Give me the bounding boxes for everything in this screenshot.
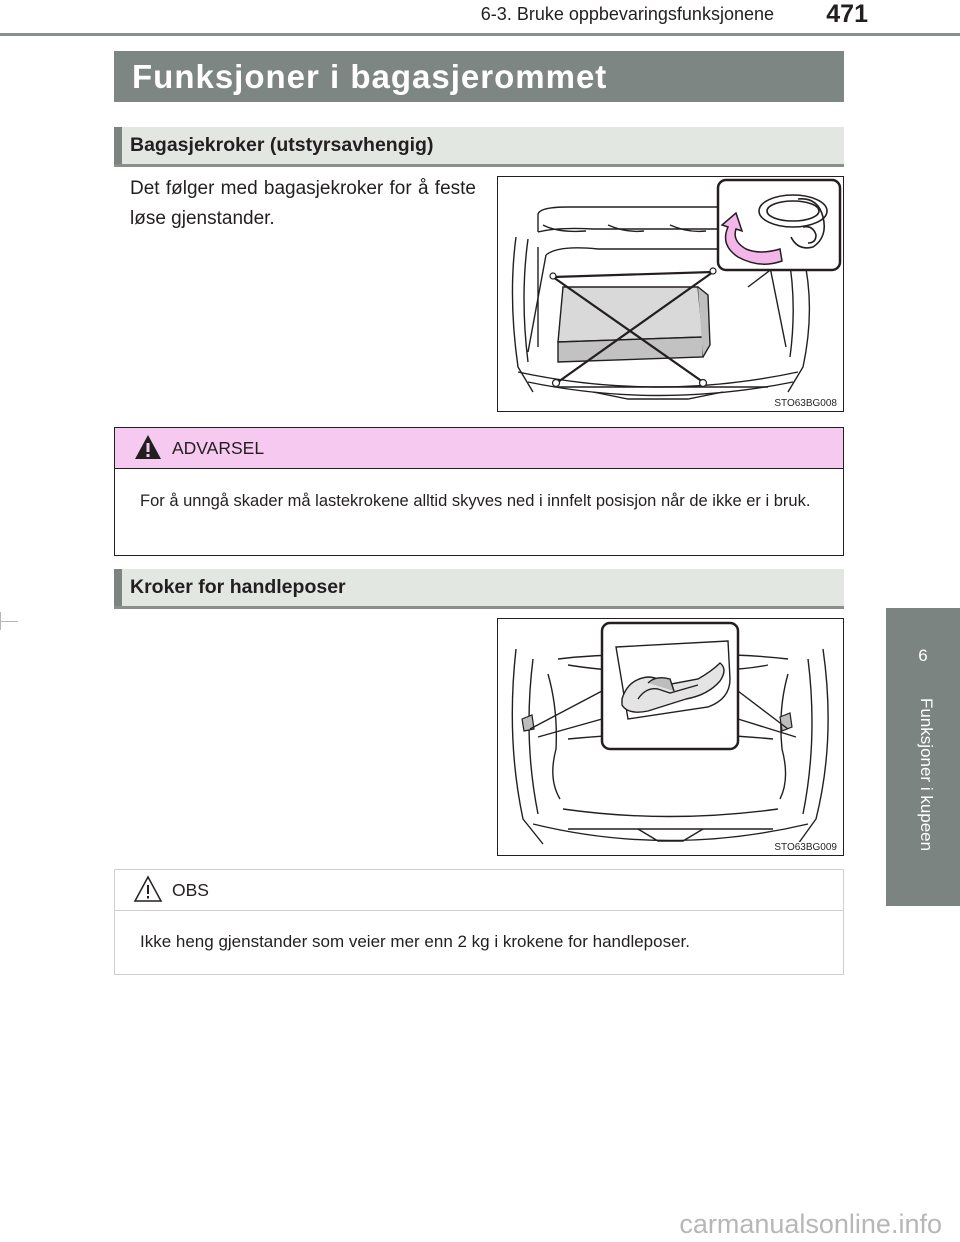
warning-label: ADVARSEL <box>172 438 265 458</box>
warning-box <box>114 427 844 556</box>
notice-text: Ikke heng gjenstander som veier mer enn 2 kg i krokene for handleposer. <box>140 932 690 951</box>
section-heading-rule <box>114 606 844 609</box>
section-heading-bag-hooks <box>114 569 844 606</box>
running-header <box>0 0 960 40</box>
bag-hooks-illustration <box>498 619 843 855</box>
section-heading-text: Kroker for handleposer <box>130 576 346 598</box>
luggage-hooks-illustration <box>498 177 843 411</box>
header-rule <box>0 33 960 36</box>
notice-box <box>114 869 844 975</box>
running-title: 6-3. Bruke oppbevaringsfunksjonene <box>480 4 774 24</box>
section1-body-text: Det følger med bagasjekroker for å feste løse gjenstander. <box>130 178 476 229</box>
section-heading-luggage-hooks <box>114 127 844 164</box>
figure-bag-hooks <box>497 618 844 856</box>
chapter-number: 6 <box>918 646 928 665</box>
section-heading-text: Bagasjekroker (utstyrsavhengig) <box>130 134 434 156</box>
crop-mark-left-v <box>0 612 1 630</box>
page-title-bar <box>114 51 844 102</box>
watermark: carmanualsonline.info <box>679 1209 942 1239</box>
page-number: 471 <box>826 0 868 28</box>
caution-outline-triangle-icon <box>133 874 163 904</box>
warning-header <box>115 428 843 469</box>
section-heading-accent <box>114 569 122 606</box>
notice-header <box>115 870 843 911</box>
section-heading-rule <box>114 164 844 167</box>
section-heading-accent <box>114 127 122 164</box>
warning-text: For å unngå skader må lastekrokene alltid skyves ned i innfelt posisjon når de ikke er i bruk. <box>140 492 811 510</box>
page-title: Funksjoner i bagasjerommet <box>132 58 608 95</box>
chapter-tab <box>886 608 960 906</box>
notice-label: OBS <box>172 880 209 900</box>
figure-code: STO63BG009 <box>774 842 837 853</box>
figure-luggage-hooks <box>497 176 844 412</box>
chapter-label: Funksjoner i kupeen <box>917 698 936 852</box>
crop-mark-left <box>0 621 18 622</box>
figure-code: STO63BG008 <box>774 398 837 409</box>
warning-triangle-icon <box>133 432 163 462</box>
